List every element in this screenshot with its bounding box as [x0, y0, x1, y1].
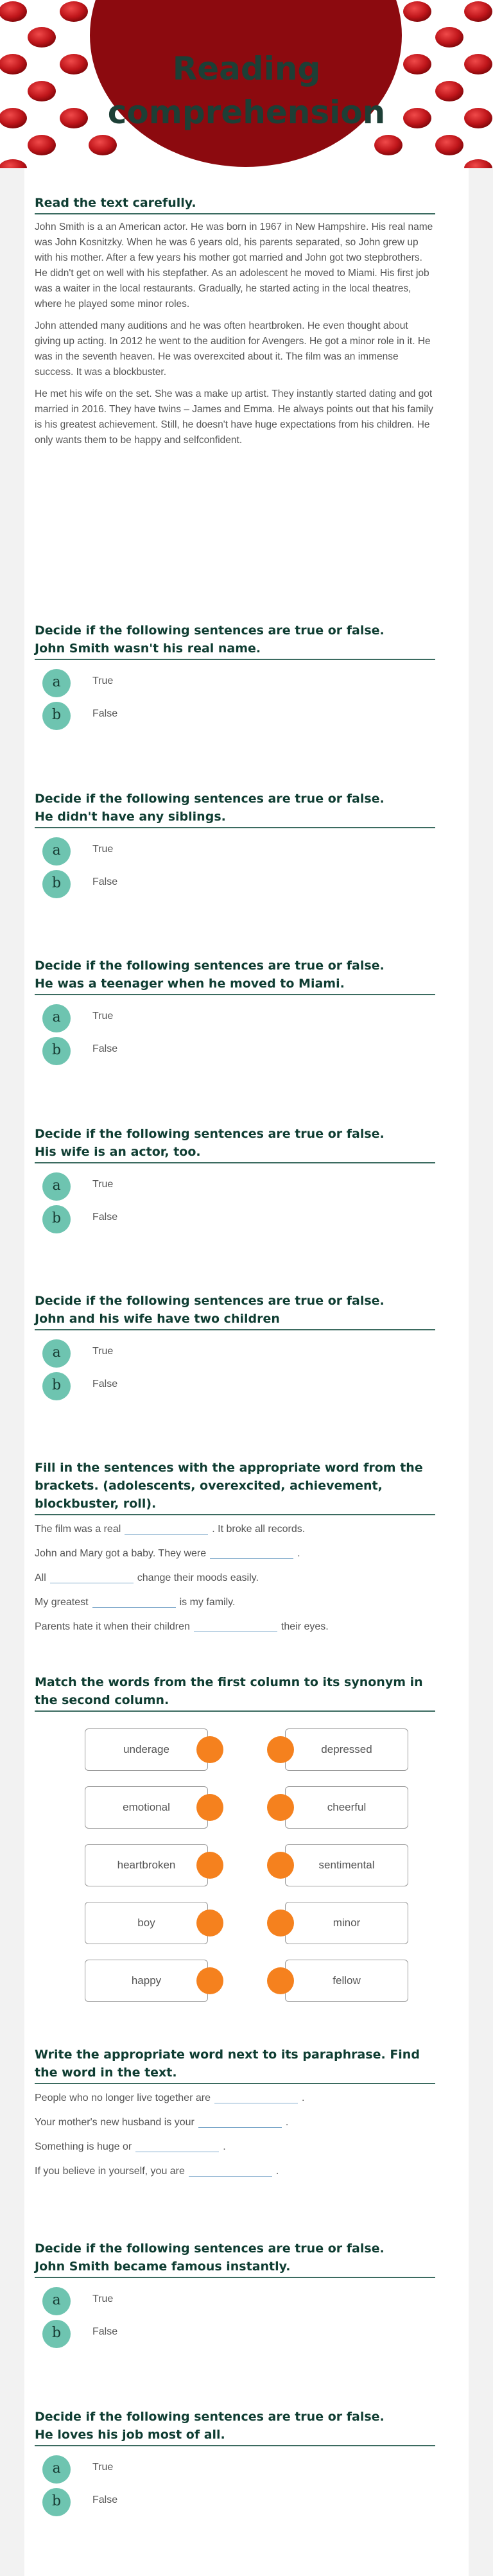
match-right-word[interactable]: minor: [285, 1902, 408, 1944]
reading-heading: Read the text carefully.: [35, 196, 196, 210]
option-label: False: [92, 1212, 118, 1223]
option-label: False: [92, 1379, 118, 1389]
match-right-word[interactable]: cheerful: [285, 1786, 408, 1829]
option-b-badge: b: [42, 2488, 71, 2516]
blank-input[interactable]: [50, 1572, 134, 1583]
paraphrase-sentence: Your mother's new husband is your .: [35, 2117, 289, 2128]
match-area: [35, 1712, 435, 2007]
tf-question-2: [35, 790, 435, 900]
option-false[interactable]: [35, 1034, 435, 1067]
tf-question-6: [35, 2240, 435, 2350]
match-connector-left[interactable]: [196, 1736, 223, 1763]
blank-input[interactable]: [210, 1548, 293, 1559]
option-label: True: [92, 1346, 114, 1357]
option-false[interactable]: [35, 867, 435, 900]
reading-paragraph: John attended many auditions and he was often heartbroken. He even thought about giving up acting. In 2012 he went to the audition for Avengers. He got a minor role in it. He was in the seventh heaven. He was overexcited about it. The film was an immense success. It was a blockbuster.: [35, 320, 431, 378]
fill-sentence: My greatest is my family.: [35, 1597, 236, 1608]
option-b-badge: b: [42, 1037, 71, 1065]
tf-question-3: [35, 957, 435, 1067]
option-true[interactable]: [35, 2453, 435, 2485]
reading-text: [35, 220, 435, 448]
page-title-line2: comprehension: [107, 94, 386, 131]
option-true[interactable]: [35, 835, 435, 867]
match-connector-right[interactable]: [267, 1910, 294, 1936]
question-statement: His wife is an actor, too.: [35, 1145, 201, 1159]
match-left-word[interactable]: underage: [85, 1728, 208, 1771]
option-false[interactable]: [35, 1203, 435, 1235]
match-connector-right[interactable]: [267, 1852, 294, 1879]
paraphrase-heading: Write the appropriate word next to its paraphrase. Find the word in the text.: [35, 2048, 420, 2080]
blank-input[interactable]: [189, 2166, 272, 2177]
question-statement: He loves his job most of all.: [35, 2428, 225, 2442]
match-connector-left[interactable]: [196, 1852, 223, 1879]
option-label: False: [92, 1043, 118, 1054]
match-right-word[interactable]: depressed: [285, 1728, 408, 1771]
question-instruction: Decide if the following sentences are true or false.: [35, 959, 385, 973]
fill-sentence: All change their moods easily.: [35, 1572, 259, 1583]
question-statement: John Smith wasn't his real name.: [35, 641, 261, 656]
blank-input[interactable]: [214, 2093, 298, 2103]
question-statement: He was a teenager when he moved to Miami.: [35, 977, 345, 991]
match-right-word[interactable]: fellow: [285, 1960, 408, 2002]
question-instruction: Decide if the following sentences are true or false.: [35, 2241, 385, 2256]
option-label: True: [92, 844, 114, 855]
page-title-line1: Reading: [172, 50, 321, 87]
option-false[interactable]: [35, 2485, 435, 2518]
option-b-badge: b: [42, 1205, 71, 1233]
reading-paragraph: John Smith is a an American actor. He was born in 1967 in New Hampshire. His real name was John Kosnitzky. When he was 6 years old, his parents separated, so John grew up with his mother. After a few years his mother got married and John got two stepbrothers. He didn't get on well with his stepfather. As an adolescent he moved to Miami. His first job was a waiter in the local restaurants. Gradually, he started acting in the local theatres, where he played some minor roles.: [35, 222, 433, 309]
question-instruction: Decide if the following sentences are true or false.: [35, 2410, 385, 2424]
header-banner: [0, 0, 493, 168]
option-false[interactable]: [35, 2317, 435, 2350]
tf-question-4: [35, 1125, 435, 1235]
blank-input[interactable]: [92, 1597, 176, 1608]
option-a-badge: a: [42, 2287, 71, 2315]
option-true[interactable]: [35, 1337, 435, 1370]
option-a-badge: a: [42, 1339, 71, 1368]
option-b-badge: b: [42, 1372, 71, 1400]
match-connector-right[interactable]: [267, 1794, 294, 1821]
match-left-word[interactable]: happy: [85, 1960, 208, 2002]
divider: [35, 213, 435, 214]
question-statement: He didn't have any siblings.: [35, 810, 226, 824]
paraphrase-sentence: Something is huge or .: [35, 2141, 226, 2152]
option-label: False: [92, 876, 118, 887]
match-section: [35, 1673, 435, 2007]
fill-in-heading: Fill in the sentences with the appropriate word from the brackets. (adolescents, overexcited, achievement, blockbuster, roll).: [35, 1461, 423, 1511]
blank-input[interactable]: [198, 2117, 282, 2128]
option-label: False: [92, 2494, 118, 2505]
reading-section: [35, 194, 435, 455]
blank-input[interactable]: [125, 1524, 208, 1535]
option-a-badge: a: [42, 837, 71, 866]
option-label: True: [92, 675, 114, 686]
fill-in-section: [35, 1459, 435, 1645]
option-true[interactable]: [35, 1002, 435, 1034]
option-a-badge: a: [42, 1172, 71, 1201]
option-a-badge: a: [42, 669, 71, 697]
option-a-badge: a: [42, 2455, 71, 2484]
option-a-badge: a: [42, 1004, 71, 1032]
match-left-word[interactable]: boy: [85, 1902, 208, 1944]
option-true[interactable]: [35, 666, 435, 699]
match-left-word[interactable]: heartbroken: [85, 1844, 208, 1886]
match-connector-left[interactable]: [196, 1910, 223, 1936]
fill-sentence: John and Mary got a baby. They were .: [35, 1548, 300, 1559]
tf-question-1: [35, 622, 435, 732]
option-label: False: [92, 708, 118, 719]
match-left-word[interactable]: emotional: [85, 1786, 208, 1829]
option-false[interactable]: [35, 1370, 435, 1402]
reading-paragraph: He met his wife on the set. She was a make up artist. They instantly started dating and got married in 2016. They have twins – James and Emma. He always points out that his family is his greatest achievement. Still, he doesn't have huge expectations from his children. He only wants them to be happy and selfconfident.: [35, 388, 433, 446]
option-b-badge: b: [42, 702, 71, 730]
match-right-word[interactable]: sentimental: [285, 1844, 408, 1886]
paraphrase-sentence: If you believe in yourself, you are .: [35, 2166, 279, 2177]
blank-input[interactable]: [135, 2141, 219, 2152]
fill-sentence: The film was a real . It broke all records.: [35, 1524, 306, 1535]
tf-question-5: [35, 1292, 435, 1402]
match-heading: Match the words from the first column to its synonym in the second column.: [35, 1675, 423, 1707]
option-true[interactable]: [35, 2284, 435, 2317]
fill-sentence: Parents hate it when their children their eyes.: [35, 1621, 329, 1632]
question-statement: John Smith became famous instantly.: [35, 2259, 291, 2274]
paraphrase-sentence: People who no longer live together are .: [35, 2093, 305, 2103]
match-connector-left[interactable]: [196, 1794, 223, 1821]
question-statement: John and his wife have two children: [35, 1312, 280, 1326]
match-connector-left[interactable]: [196, 1967, 223, 1994]
paraphrase-section: [35, 2046, 435, 2189]
question-instruction: Decide if the following sentences are true or false.: [35, 1294, 385, 1308]
option-b-badge: b: [42, 870, 71, 898]
option-false[interactable]: [35, 699, 435, 732]
option-label: True: [92, 1179, 114, 1190]
tf-question-7: [35, 2408, 435, 2518]
option-label: True: [92, 2462, 114, 2473]
match-connector-right[interactable]: [267, 1736, 294, 1763]
question-instruction: Decide if the following sentences are true or false.: [35, 623, 385, 638]
question-instruction: Decide if the following sentences are true or false.: [35, 792, 385, 806]
option-true[interactable]: [35, 1170, 435, 1203]
option-label: True: [92, 2293, 114, 2304]
match-connector-right[interactable]: [267, 1967, 294, 1994]
option-b-badge: b: [42, 2320, 71, 2348]
option-label: False: [92, 2326, 118, 2337]
question-instruction: Decide if the following sentences are true or false.: [35, 1127, 385, 1141]
option-label: True: [92, 1011, 114, 1022]
blank-input[interactable]: [194, 1621, 277, 1632]
